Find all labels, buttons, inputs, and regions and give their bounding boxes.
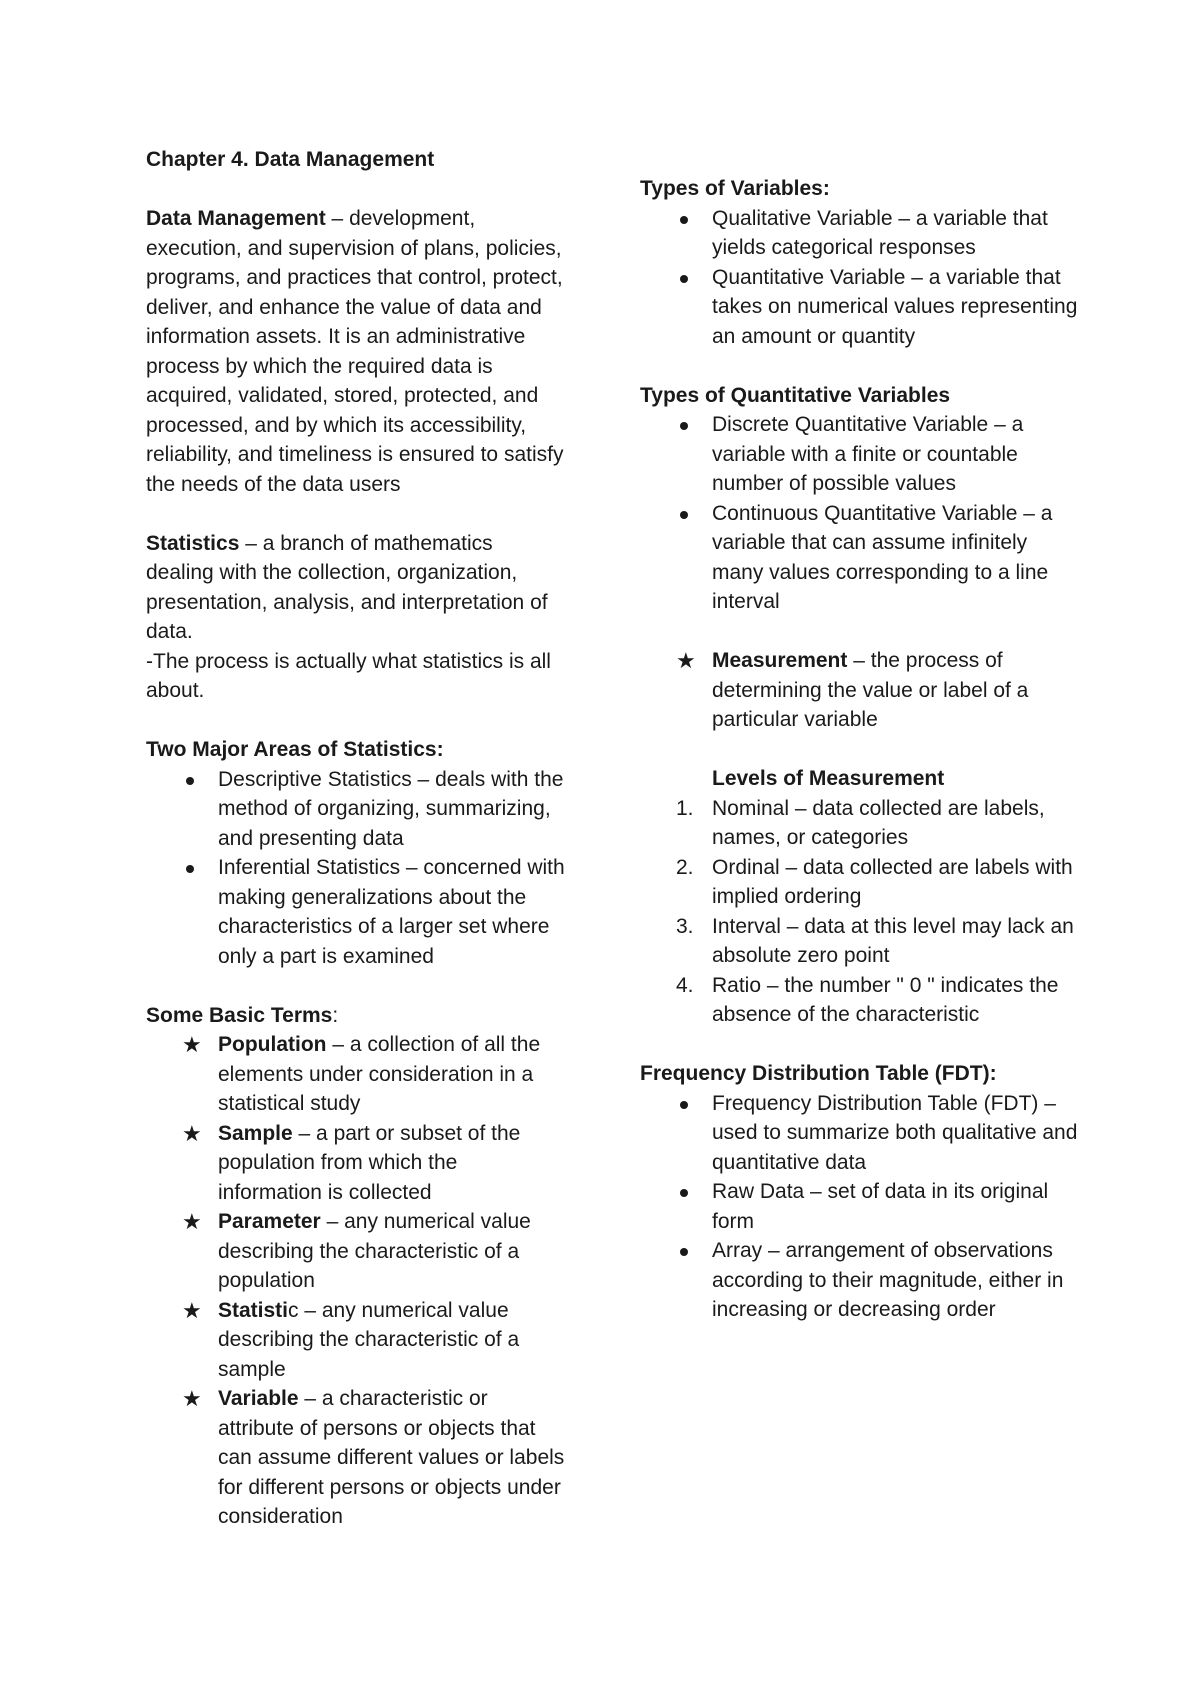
list-item: Array – arrangement of observations according to their magnitude, either in increasing or decreasing order [640, 1236, 1080, 1325]
star-icon: ★ [182, 1120, 202, 1146]
star-icon: ★ [182, 1297, 202, 1323]
basic-terms-heading: Some Basic Terms [146, 1003, 333, 1027]
basic-terms-list [146, 1030, 566, 1532]
bullet-icon [680, 511, 688, 519]
bullet-icon [680, 1101, 688, 1109]
measurement-term: Measurement [712, 649, 848, 672]
list-item: Continuous Quantitative Variable – a variable that can assume infinitely many values corresponding to a line interval [640, 499, 1080, 617]
right-column [640, 174, 1080, 1325]
list-item: ★ Statistic – any numerical value describing the characteristic of a sample [182, 1297, 520, 1381]
list-item: Inferential Statistics – concerned with making generalizations about the characteristics of a larger set where only a part is examined [146, 853, 566, 971]
types-of-quantitative-heading: Types of Quantitative Variables [640, 383, 951, 407]
measurement-list [640, 646, 1080, 735]
statistics-term: Statistics [146, 531, 240, 555]
star-icon: ★ [182, 1386, 202, 1411]
chapter-title: Chapter 4. Data Management [146, 148, 435, 171]
statistics-note: -The process is actually what statistics is all about. [146, 649, 551, 702]
bullet-icon [186, 777, 194, 785]
types-of-variables-list [640, 204, 1080, 352]
statistics-definition: – a branch of mathematics dealing with the collection, organization, presentation, analysis, and interpretation of data. [146, 531, 548, 643]
two-major-areas-list [146, 765, 566, 972]
list-item: 4. Ratio – the number " 0 " indicates the absence of the characteristic [676, 973, 1059, 1026]
list-item: 3. Interval – data at this level may lack an absolute zero point [676, 914, 1074, 967]
left-column [146, 145, 566, 1532]
bullet-icon [680, 1248, 688, 1256]
bullet-icon [680, 216, 688, 224]
list-item: ★ Population – a collection of all the elements under consideration in a statistical study [182, 1032, 541, 1115]
star-icon: ★ [676, 648, 696, 673]
data-management-term: Data Management [146, 207, 326, 230]
bullet-icon [680, 275, 688, 283]
list-item: Qualitative Variable – a variable that yields categorical responses [640, 204, 1080, 263]
star-icon: ★ [182, 1209, 202, 1234]
types-of-variables-heading: Types of Variables: [640, 177, 830, 200]
bullet-icon [186, 865, 194, 873]
bullet-icon [680, 422, 688, 430]
list-item: ★ Sample – a part or subset of the population from which the information is collected [182, 1120, 521, 1204]
levels-heading: Levels of Measurement [712, 767, 945, 790]
data-management-definition: – development, execution, and supervision of plans, policies, programs, and practices that control, protect, deliver, and enhance the value of data and information assets. It is an administrative process by which the required data is acquired, validated, stored, protected, and processed, and by which its accessibility, reliability, and timeliness is ensured to satisfy the needs of the data users [146, 207, 564, 496]
fdt-list [640, 1089, 1080, 1325]
types-of-quantitative-list [640, 410, 1080, 617]
list-item: Quantitative Variable – a variable that takes on numerical values representing an amount or quantity [640, 263, 1080, 352]
measurement-definition: – the process of determining the value or label of a particular variable [712, 649, 1029, 731]
basic-terms-heading-line: Some Basic Terms: [146, 1003, 339, 1027]
statistics-paragraph [146, 529, 566, 647]
list-item: 1. Nominal – data collected are labels, names, or categories [676, 796, 1045, 849]
list-item: 2. Ordinal – data collected are labels with implied ordering [676, 855, 1073, 908]
list-item [640, 646, 1080, 735]
two-major-areas-heading: Two Major Areas of Statistics: [146, 738, 444, 761]
list-item: Raw Data – set of data in its original form [640, 1177, 1080, 1236]
list-item: Descriptive Statistics – deals with the method of organizing, summarizing, and presenting data [146, 765, 566, 854]
star-icon: ★ [182, 1032, 202, 1057]
list-item: Frequency Distribution Table (FDT) – used to summarize both qualitative and quantitative data [640, 1089, 1080, 1178]
list-item: Discrete Quantitative Variable – a variable with a finite or countable number of possible values [640, 410, 1080, 499]
list-item: ★ Parameter – any numerical value describing the characteristic of a population [182, 1209, 531, 1292]
data-management-paragraph [146, 204, 566, 499]
levels-list [640, 794, 1080, 1030]
bullet-icon [680, 1189, 688, 1197]
list-item: ★ Variable – a characteristic or attribute of persons or objects that can assume different values or labels for different persons or objects under consideration [182, 1386, 565, 1528]
fdt-heading: Frequency Distribution Table (FDT): [640, 1062, 997, 1085]
